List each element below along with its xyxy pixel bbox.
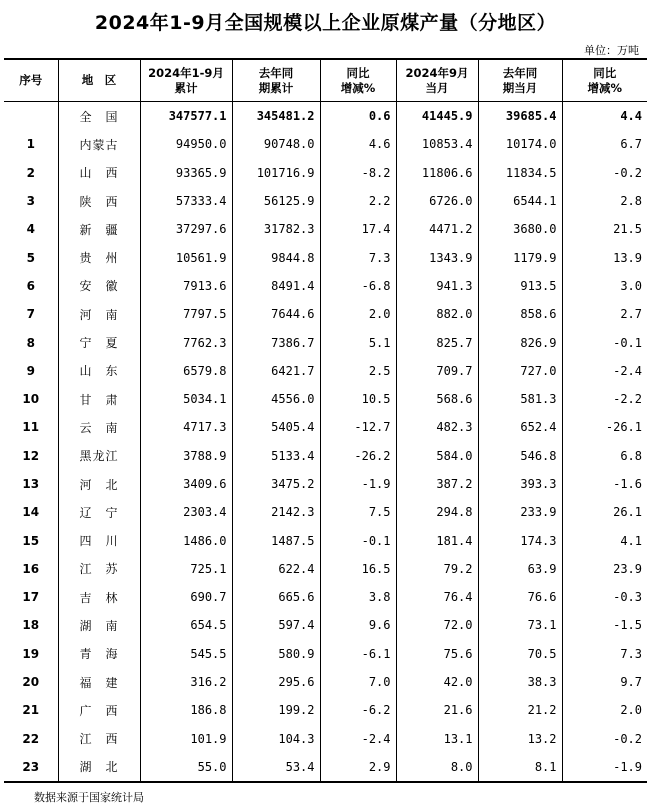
cell-seq: 18 (22, 618, 40, 633)
cell-region: 吉 林 (58, 583, 140, 611)
cell-month-yoy: -0.3 (562, 583, 647, 611)
cell-month-prev: 858.6 (478, 300, 562, 328)
table-row (4, 640, 647, 668)
cell-region: 宁 夏 (58, 328, 140, 356)
cell-month-yoy: 9.7 (562, 668, 647, 696)
cell-region: 福 建 (58, 668, 140, 696)
cell-month: 6726.0 (396, 187, 478, 215)
cell-ytd-prev: 56125.9 (232, 187, 320, 215)
cell-month-prev: 10174.0 (478, 130, 562, 158)
cell-ytd: 7913.6 (140, 272, 232, 300)
table-row (4, 413, 647, 441)
cell-ytd-yoy: 0.6 (320, 102, 396, 131)
cell-ytd-prev: 5405.4 (232, 413, 320, 441)
cell-ytd: 7797.5 (140, 300, 232, 328)
cell-ytd-yoy: 5.1 (320, 328, 396, 356)
cell-region: 新 疆 (58, 215, 140, 243)
cell-ytd-yoy: -6.2 (320, 696, 396, 724)
cell-seq: 15 (22, 533, 40, 548)
cell-seq: 9 (26, 363, 35, 378)
page-title: 2024年1-9月全国规模以上企业原煤产量（分地区） (94, 12, 557, 34)
cell-ytd-prev: 9844.8 (232, 243, 320, 271)
cell-region: 广 西 (58, 696, 140, 724)
cell-seq: 2 (26, 165, 35, 180)
cell-ytd-prev: 2142.3 (232, 498, 320, 526)
table-row (4, 215, 647, 243)
cell-month: 75.6 (396, 640, 478, 668)
cell-ytd: 5034.1 (140, 385, 232, 413)
cell-month-prev: 6544.1 (478, 187, 562, 215)
cell-ytd-prev: 53.4 (232, 753, 320, 782)
cell-month-yoy: 6.7 (562, 130, 647, 158)
table-row-total (4, 102, 647, 131)
table-row (4, 328, 647, 356)
cell-month-yoy: 26.1 (562, 498, 647, 526)
cell-region: 河 北 (58, 470, 140, 498)
cell-region: 安 徽 (58, 272, 140, 300)
table-row (4, 526, 647, 554)
cell-month-yoy: -0.1 (562, 328, 647, 356)
cell-ytd-yoy: 7.3 (320, 243, 396, 271)
cell-month-yoy: 2.7 (562, 300, 647, 328)
cell-ytd-prev: 597.4 (232, 611, 320, 639)
cell-ytd: 690.7 (140, 583, 232, 611)
cell-region: 四 川 (58, 526, 140, 554)
cell-ytd-yoy: 9.6 (320, 611, 396, 639)
table-row (4, 442, 647, 470)
cell-month-yoy: 6.8 (562, 442, 647, 470)
cell-month-yoy: -1.9 (562, 753, 647, 782)
cell-month-yoy: 4.4 (562, 102, 647, 131)
header-seq: 序号 (4, 59, 58, 102)
cell-month: 21.6 (396, 696, 478, 724)
cell-ytd-prev: 345481.2 (232, 102, 320, 131)
cell-seq: 17 (22, 590, 40, 605)
cell-region: 江 西 (58, 725, 140, 753)
header-month-prev: 去年同 期当月 (478, 59, 562, 102)
table-row (4, 300, 647, 328)
cell-seq: 23 (4, 753, 58, 782)
cell-ytd-prev: 104.3 (232, 725, 320, 753)
cell-ytd-yoy: 2.9 (320, 753, 396, 782)
cell-ytd: 725.1 (140, 555, 232, 583)
cell-month-yoy: 7.3 (562, 640, 647, 668)
cell-region: 青 海 (58, 640, 140, 668)
cell-ytd: 316.2 (140, 668, 232, 696)
cell-ytd-yoy: 2.2 (320, 187, 396, 215)
cell-seq: 14 (22, 505, 40, 520)
cell-ytd-prev: 101716.9 (232, 159, 320, 187)
cell-month-yoy: 21.5 (562, 215, 647, 243)
cell-month-prev: 233.9 (478, 498, 562, 526)
cell-month: 1343.9 (396, 243, 478, 271)
cell-ytd-yoy: -12.7 (320, 413, 396, 441)
header-month: 2024年9月 当月 (396, 59, 478, 102)
cell-ytd-yoy: -2.4 (320, 725, 396, 753)
table-row (4, 725, 647, 753)
source-note: 数据来源于国家统计局 (34, 791, 144, 804)
cell-month-yoy: 2.0 (562, 696, 647, 724)
cell-ytd-yoy: -6.8 (320, 272, 396, 300)
cell-month-yoy: -0.2 (562, 725, 647, 753)
table-row (4, 159, 647, 187)
cell-ytd-prev: 622.4 (232, 555, 320, 583)
cell-month-prev: 546.8 (478, 442, 562, 470)
cell-ytd-yoy: -1.9 (320, 470, 396, 498)
cell-seq: 19 (22, 646, 40, 661)
cell-month-yoy: -2.4 (562, 357, 647, 385)
table-row (4, 611, 647, 639)
cell-ytd: 94950.0 (140, 130, 232, 158)
cell-seq: 4 (26, 222, 35, 237)
cell-ytd: 10561.9 (140, 243, 232, 271)
cell-month: 568.6 (396, 385, 478, 413)
cell-region: 贵 州 (58, 243, 140, 271)
cell-ytd: 93365.9 (140, 159, 232, 187)
cell-month-prev: 39685.4 (478, 102, 562, 131)
cell-ytd-prev: 7644.6 (232, 300, 320, 328)
cell-ytd-prev: 8491.4 (232, 272, 320, 300)
cell-month-prev: 1179.9 (478, 243, 562, 271)
cell-month: 181.4 (396, 526, 478, 554)
table-row (4, 272, 647, 300)
cell-ytd-prev: 6421.7 (232, 357, 320, 385)
cell-ytd-yoy: 3.8 (320, 583, 396, 611)
cell-region: 辽 宁 (58, 498, 140, 526)
cell-month-prev: 8.1 (478, 753, 562, 782)
cell-ytd-prev: 4556.0 (232, 385, 320, 413)
table-row (4, 357, 647, 385)
cell-ytd-prev: 580.9 (232, 640, 320, 668)
cell-ytd: 3409.6 (140, 470, 232, 498)
cell-month: 8.0 (396, 753, 478, 782)
table-row (4, 555, 647, 583)
cell-seq (4, 102, 58, 131)
cell-month-prev: 13.2 (478, 725, 562, 753)
cell-month-prev: 727.0 (478, 357, 562, 385)
cell-month: 72.0 (396, 611, 478, 639)
cell-month-prev: 393.3 (478, 470, 562, 498)
cell-ytd-yoy: 2.5 (320, 357, 396, 385)
cell-ytd: 347577.1 (140, 102, 232, 131)
cell-ytd: 55.0 (140, 753, 232, 782)
cell-ytd: 4717.3 (140, 413, 232, 441)
cell-ytd-yoy: 7.0 (320, 668, 396, 696)
cell-seq: 3 (26, 194, 35, 209)
cell-seq: 8 (26, 335, 35, 350)
cell-region: 河 南 (58, 300, 140, 328)
cell-month-prev: 11834.5 (478, 159, 562, 187)
cell-month-prev: 70.5 (478, 640, 562, 668)
header-ytd-prev: 去年同 期累计 (232, 59, 320, 102)
table-row (4, 385, 647, 413)
cell-month-prev: 913.5 (478, 272, 562, 300)
cell-month-yoy: 3.0 (562, 272, 647, 300)
table-row (4, 696, 647, 724)
cell-month-prev: 21.2 (478, 696, 562, 724)
cell-month-prev: 63.9 (478, 555, 562, 583)
cell-ytd-prev: 7386.7 (232, 328, 320, 356)
cell-seq: 11 (22, 420, 40, 435)
cell-seq: 1 (26, 137, 35, 152)
cell-month-yoy: 4.1 (562, 526, 647, 554)
cell-month-prev: 581.3 (478, 385, 562, 413)
coal-production-table (4, 58, 647, 783)
cell-month-yoy: -1.6 (562, 470, 647, 498)
cell-ytd-yoy: 7.5 (320, 498, 396, 526)
cell-seq: 22 (22, 731, 40, 746)
cell-ytd-prev: 1487.5 (232, 526, 320, 554)
table-row (4, 130, 647, 158)
cell-ytd-yoy: 10.5 (320, 385, 396, 413)
cell-month-prev: 652.4 (478, 413, 562, 441)
cell-seq: 10 (22, 392, 40, 407)
cell-ytd-yoy: -0.1 (320, 526, 396, 554)
cell-region: 江 苏 (58, 555, 140, 583)
table-row (4, 470, 647, 498)
cell-month-yoy: -1.5 (562, 611, 647, 639)
cell-month: 11806.6 (396, 159, 478, 187)
cell-month-prev: 73.1 (478, 611, 562, 639)
unit-label: 单位：万吨 (584, 44, 639, 57)
cell-ytd: 7762.3 (140, 328, 232, 356)
cell-region: 甘 肃 (58, 385, 140, 413)
cell-seq: 20 (22, 675, 40, 690)
cell-month-prev: 38.3 (478, 668, 562, 696)
cell-month-yoy: 13.9 (562, 243, 647, 271)
cell-ytd-prev: 3475.2 (232, 470, 320, 498)
cell-ytd-prev: 31782.3 (232, 215, 320, 243)
cell-ytd: 545.5 (140, 640, 232, 668)
table-header-row (4, 59, 647, 102)
cell-ytd: 186.8 (140, 696, 232, 724)
cell-ytd: 654.5 (140, 611, 232, 639)
cell-ytd-yoy: 16.5 (320, 555, 396, 583)
cell-seq: 21 (22, 703, 40, 718)
cell-region: 云 南 (58, 413, 140, 441)
cell-month-yoy: -26.1 (562, 413, 647, 441)
cell-seq: 16 (22, 561, 40, 576)
cell-region: 湖 北 (58, 753, 140, 782)
cell-ytd: 1486.0 (140, 526, 232, 554)
header-month-yoy: 同比 增减% (562, 59, 647, 102)
cell-region: 内蒙古 (58, 130, 140, 158)
cell-seq: 6 (26, 278, 35, 293)
cell-ytd: 37297.6 (140, 215, 232, 243)
cell-ytd: 2303.4 (140, 498, 232, 526)
cell-ytd: 3788.9 (140, 442, 232, 470)
cell-region: 山 东 (58, 357, 140, 385)
cell-month: 42.0 (396, 668, 478, 696)
cell-month: 709.7 (396, 357, 478, 385)
cell-month: 4471.2 (396, 215, 478, 243)
cell-month-prev: 3680.0 (478, 215, 562, 243)
cell-region: 陕 西 (58, 187, 140, 215)
cell-region: 黑龙江 (58, 442, 140, 470)
cell-month-prev: 76.6 (478, 583, 562, 611)
table-row (4, 668, 647, 696)
cell-ytd: 101.9 (140, 725, 232, 753)
cell-ytd: 6579.8 (140, 357, 232, 385)
cell-ytd-prev: 5133.4 (232, 442, 320, 470)
cell-month: 584.0 (396, 442, 478, 470)
cell-ytd-prev: 665.6 (232, 583, 320, 611)
cell-seq: 13 (22, 477, 40, 491)
table-row (4, 498, 647, 526)
cell-month: 13.1 (396, 725, 478, 753)
cell-month: 294.8 (396, 498, 478, 526)
table-row (4, 583, 647, 611)
header-region: 地 区 (58, 59, 140, 102)
cell-seq: 7 (26, 307, 35, 322)
cell-region: 全 国 (58, 102, 140, 131)
cell-region: 湖 南 (58, 611, 140, 639)
cell-ytd-yoy: -6.1 (320, 640, 396, 668)
cell-ytd-yoy: 2.0 (320, 300, 396, 328)
cell-ytd-yoy: -8.2 (320, 159, 396, 187)
header-ytd-yoy: 同比 增减% (320, 59, 396, 102)
cell-month-yoy: 2.8 (562, 187, 647, 215)
cell-ytd: 57333.4 (140, 187, 232, 215)
cell-ytd-yoy: 17.4 (320, 215, 396, 243)
cell-seq: 5 (26, 250, 35, 265)
cell-region: 山 西 (58, 159, 140, 187)
table-row (4, 187, 647, 215)
cell-ytd-prev: 295.6 (232, 668, 320, 696)
cell-month: 941.3 (396, 272, 478, 300)
cell-month-yoy: -2.2 (562, 385, 647, 413)
cell-seq: 12 (22, 448, 40, 463)
cell-month: 10853.4 (396, 130, 478, 158)
cell-month-yoy: 23.9 (562, 555, 647, 583)
cell-month: 882.0 (396, 300, 478, 328)
cell-month: 482.3 (396, 413, 478, 441)
cell-month: 79.2 (396, 555, 478, 583)
cell-ytd-prev: 90748.0 (232, 130, 320, 158)
table-row (4, 753, 647, 782)
cell-month-prev: 174.3 (478, 526, 562, 554)
cell-month: 825.7 (396, 328, 478, 356)
cell-month: 387.2 (396, 470, 478, 498)
cell-month: 76.4 (396, 583, 478, 611)
table-row (4, 243, 647, 271)
cell-month-yoy: -0.2 (562, 159, 647, 187)
cell-month: 41445.9 (396, 102, 478, 131)
cell-ytd-yoy: 4.6 (320, 130, 396, 158)
cell-ytd-prev: 199.2 (232, 696, 320, 724)
cell-ytd-yoy: -26.2 (320, 442, 396, 470)
cell-month-prev: 826.9 (478, 328, 562, 356)
header-ytd: 2024年1-9月 累计 (140, 59, 232, 102)
